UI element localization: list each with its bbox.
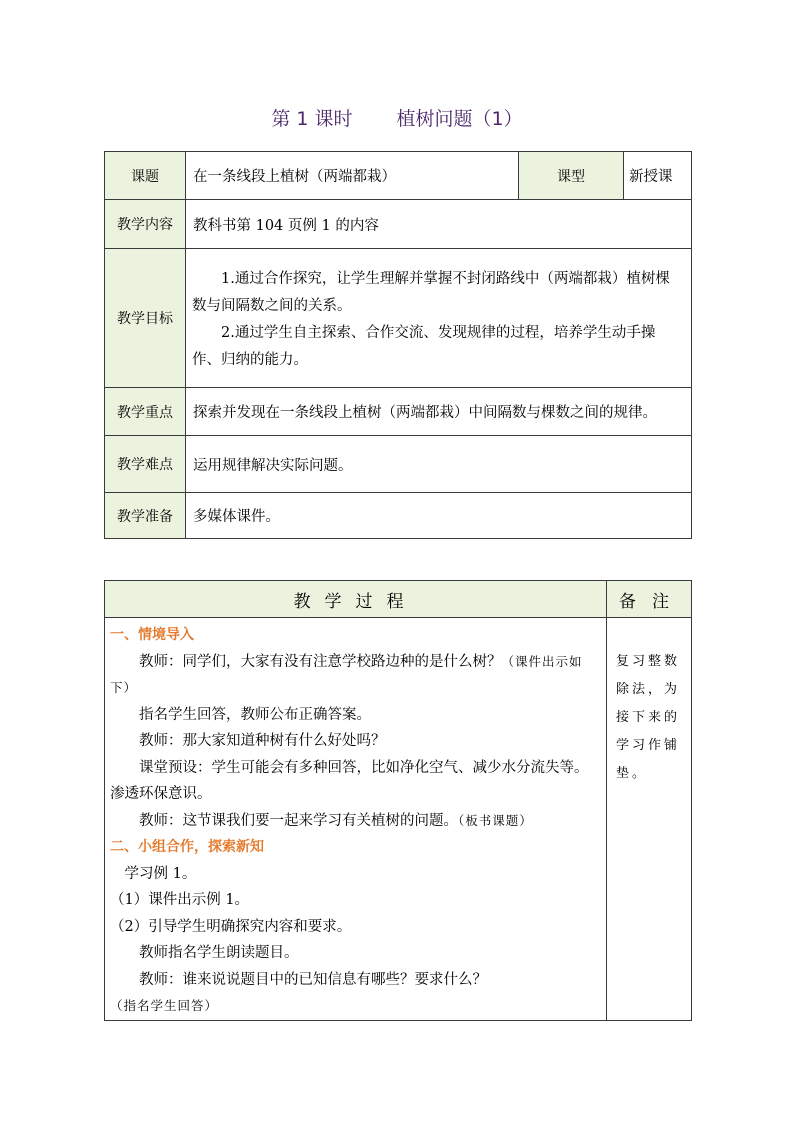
content-label: 教学内容 bbox=[105, 200, 186, 249]
goal-item: 1.通过合作探究，让学生理解并掌握不封闭路线中（两端都栽）植树棵数与间隔数之间的关系。 bbox=[192, 271, 670, 314]
topic-value: 在一条线段上植树（两端都栽） bbox=[186, 152, 519, 200]
lesson-info-table bbox=[104, 151, 692, 539]
prep-label: 教学准备 bbox=[105, 493, 186, 539]
process-paragraph: 学习例 1。 bbox=[124, 865, 197, 882]
section-heading: 一、情境导入 bbox=[110, 627, 194, 643]
goals-label: 教学目标 bbox=[105, 249, 186, 388]
content-value: 教科书第 104 页例 1 的内容 bbox=[186, 200, 692, 249]
process-paragraph: 教师：谁来说说题目中的已知信息有哪些？要求什么？（指名学生回答） bbox=[110, 971, 487, 1013]
prep-value: 多媒体课件。 bbox=[186, 493, 692, 539]
notes-header: 备注 bbox=[607, 581, 692, 618]
section-heading: 二、小组合作，探索新知 bbox=[110, 839, 264, 855]
lesson-number: 第 1 课时 bbox=[271, 108, 353, 130]
key-label: 教学重点 bbox=[105, 388, 186, 436]
process-paragraph: 指名学生回答，教师公布正确答案。 bbox=[139, 706, 371, 723]
process-body bbox=[105, 618, 607, 1021]
teaching-process-table bbox=[104, 580, 692, 1021]
process-paragraph: 教师指名学生朗读题目。 bbox=[139, 945, 299, 961]
goals-cell bbox=[186, 249, 692, 388]
process-paragraph: （1）课件出示例 1。 bbox=[110, 892, 250, 908]
difficulty-label: 教学难点 bbox=[105, 436, 186, 493]
process-paragraph: 教师：同学们，大家有没有注意学校路边种的是什么树？（课件出示如下） bbox=[110, 653, 583, 695]
process-paragraph: 教师：这节课我们要一起来学习有关植树的问题。（板书课题） bbox=[139, 812, 533, 829]
process-paragraph: 教师：那大家知道种树有什么好处吗？ bbox=[139, 733, 386, 749]
topic-label: 课题 bbox=[105, 152, 186, 200]
page-title bbox=[0, 104, 794, 131]
process-paragraph: （2）引导学生明确探究内容和要求。 bbox=[110, 918, 352, 935]
type-value: 新授课 bbox=[624, 152, 692, 200]
process-paragraph: 课堂预设：学生可能会有多种回答，比如净化空气、减少水分流失等。渗透环保意识。 bbox=[110, 759, 589, 802]
notes-cell: 复习整数除法，为接下来的学习作铺垫。 bbox=[607, 618, 692, 1021]
goal-item: 2.通过学生自主探索、合作交流、发现规律的过程，培养学生动手操作、归纳的能力。 bbox=[192, 325, 656, 368]
key-value: 探索并发现在一条线段上植树（两端都栽）中间隔数与棵数之间的规律。 bbox=[186, 388, 692, 436]
lesson-topic: 植树问题（1） bbox=[396, 108, 523, 130]
type-label: 课型 bbox=[519, 152, 624, 200]
process-header: 教学过程 bbox=[105, 581, 607, 618]
difficulty-value: 运用规律解决实际问题。 bbox=[186, 436, 692, 493]
